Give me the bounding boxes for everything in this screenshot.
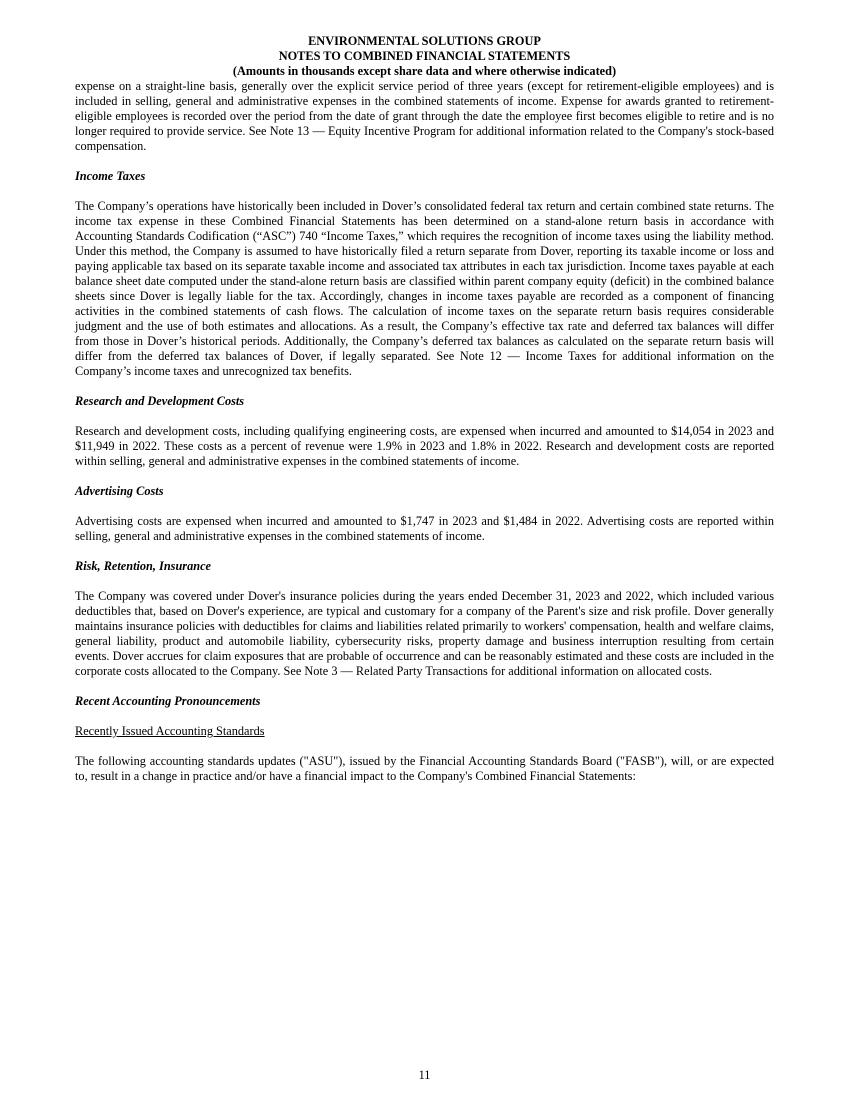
research-development-heading: Research and Development Costs <box>75 394 245 408</box>
page-number: 11 <box>418 1068 431 1082</box>
risk-paragraph: The Company was covered under Dover's insurance policies during the years ended December 31, 2023 and 2022, which included various deductibles that, based on Dover's experience, are typical and customary for a company of the Parent's size and risk profile. Dover generally maintains insurance policies with deductibles for claims and liabilities related primarily to workers' compensation, health and welfare claims, general liability, product and automobile liability, cybersecurity risks, property damage and business interruption resulting from certain events. Dover accrues for claim exposures that are probable of occurrence and can be reasonably estimated and these costs are included in the corporate costs allocated to the Company. See Note 3 — Related Party Transactions for additional information on allocated costs. <box>75 589 774 678</box>
risk-heading: Risk, Retention, Insurance <box>75 559 211 573</box>
recent-pronouncements-paragraph: The following accounting standards updates ("ASU"), issued by the Financial Accounting Standards Board ("FASB"), will, or are expected to, result in a change in practice and/or have a financial impact to the Company's Combined Financial Statements: <box>75 754 774 783</box>
document-subtitle: (Amounts in thousands except share data and where otherwise indicated) <box>232 64 617 78</box>
income-taxes-heading: Income Taxes <box>75 169 146 183</box>
recent-pronouncements-heading: Recent Accounting Pronouncements <box>75 694 261 708</box>
document-page <box>75 34 774 784</box>
advertising-heading: Advertising Costs <box>75 484 164 498</box>
recently-issued-standards-subheading: Recently Issued Accounting Standards <box>75 724 265 738</box>
research-development-paragraph: Research and development costs, including qualifying engineering costs, are expensed when incurred and amounted to $14,054 in 2023 and $11,949 in 2022. These costs as a percent of revenue were 1.9% in 2023 and 1.8% in 2022. Research and development costs are reported within selling, general and administrative expenses in the combined statements of income. <box>75 424 774 468</box>
advertising-paragraph: Advertising costs are expensed when incurred and amounted to $1,747 in 2023 and $1,484 in 2022. Advertising costs are reported within selling, general and administrative expenses in the combined statements of income. <box>75 514 774 543</box>
income-taxes-paragraph: The Company’s operations have historically been included in Dover’s consolidated federal tax return and certain combined state returns. The income tax expense in these Combined Financial Statements has been determined on a stand-alone return basis in accordance with Accounting Standards Codification (“ASC”) 740 “Income Taxes,” which requires the recognition of income taxes using the liability method. Under this method, the Company is assumed to have historically filed a return separate from Dover, reporting its taxable income or loss and paying applicable tax based on its separate taxable income and associated tax attributes in each tax jurisdiction. Income taxes payable at each balance sheet date computed under the stand-alone return basis are classified within parent company equity (deficit) in the combined balance sheets since Dover is legally liable for the tax. Accordingly, changes in income taxes payable are recorded as a component of financing activities in the combined statements of cash flows. The calculation of income taxes on the separate return basis requires considerable judgment and the use of both estimates and allocations. As a result, the Company’s effective tax rate and deferred tax balances will differ from those in Dover’s historical periods. Additionally, the Company’s deferred tax balances as calculated on the separate return basis will differ from the deferred tax balances of Dover, if legally separated. See Note 12 — Income Taxes for additional information on the Company’s income taxes and unrecognized tax benefits. <box>75 199 774 378</box>
document-title: NOTES TO COMBINED FINANCIAL STATEMENTS <box>278 49 571 63</box>
intro-paragraph: expense on a straight-line basis, generally over the explicit service period of three years (except for retirement-eligible employees) and is included in selling, general and administrative expenses in the combined statements of income. Expense for awards granted to retirement-eligible employees is recorded over the period from the date of grant through the date the employee first becomes eligible to retire and is no longer required to provide service. See Note 13 — Equity Incentive Program for additional information related to the Company's stock-based compensation. <box>75 79 774 153</box>
company-name: ENVIRONMENTAL SOLUTIONS GROUP <box>308 34 541 48</box>
page-header <box>75 34 774 79</box>
